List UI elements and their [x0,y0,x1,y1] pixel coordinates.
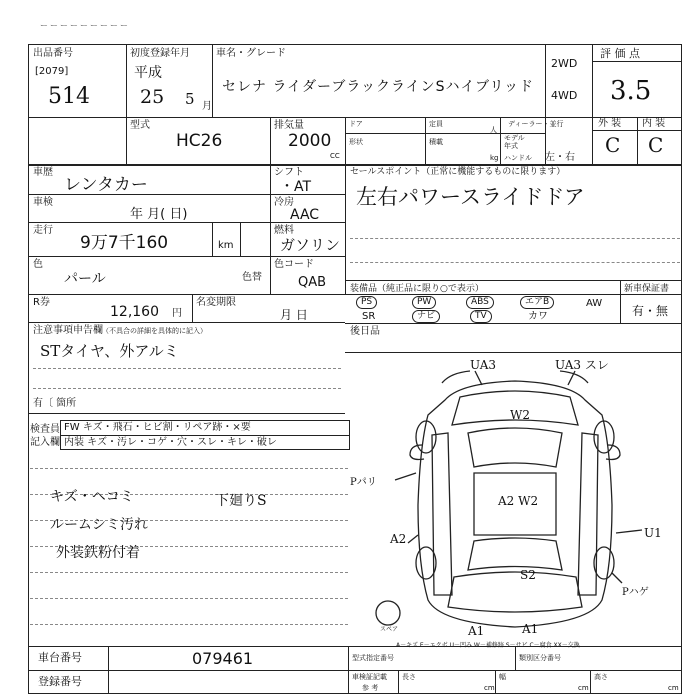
mileage-value: 9万7千160 [80,233,169,253]
color-change-label: 色替 [242,272,262,283]
load-label: 積載 [429,138,443,146]
notes-label: 注意事項申告欄 [33,325,103,336]
mark-a2: A2 [390,532,407,546]
inspector-row2: 内装 キズ・汚レ・コゲ・穴・スレ・キレ・破レ [64,437,277,448]
equipment-label: 装備品（純正品に限り○で表示） [350,284,484,294]
inspection-label: 車検 [33,197,53,208]
displacement-label: 排気量 [274,120,304,131]
legend-row-1: A－キズ E－エクボ U－凹み W－補修跡 S－サビ C－腐食 XX－交換 [396,642,580,649]
chassis-label: 車台番号 [38,651,82,664]
score-label: 評 価 点 [600,47,640,60]
equip-ps: PS [356,296,377,309]
shift-value: ・AT [280,179,312,195]
height-label: 高さ [594,673,608,681]
door-label: ドア [349,120,363,128]
recycle-unit: 円 [172,308,182,319]
mark-a2w2: A2 W2 [498,494,539,508]
first-reg-year: 25 [140,86,165,108]
fuel-label: 燃料 [274,225,294,236]
equip-abs: ABS [466,296,494,309]
equip-leather: カワ [528,311,548,322]
notes-sub: （不具合の詳細を具体的に記入） [102,327,207,335]
mark-a1-right: A1 [522,622,539,636]
lot-sub: [2079] [35,66,69,77]
equip-airbag: エアB [520,296,554,309]
first-reg-month: 5 [185,90,195,108]
recycle-value: 12,160 [110,304,159,320]
mark-spare: スペア [380,626,399,633]
type-label: 型式指定番号 [352,654,394,662]
note-line-2: ルームシミ汚れ [50,517,148,533]
interior-label: 内 装 [642,118,666,129]
chassis-value: 079461 [192,649,254,668]
equip-pw: PW [412,296,436,309]
color-code-label: 色コード [274,259,314,270]
notes-value: STタイヤ、外アルミ [40,342,179,360]
dealer-label: ディーラー・並行 [508,120,564,128]
rear-seat-label: 後日品 [350,326,380,337]
validity-label: 名変期限 [196,297,236,308]
shape-label: 形状 [349,138,363,146]
model-label: 型式 [130,120,150,131]
width-label: 幅 [499,673,506,681]
model-year-label: モデル年式 [504,134,525,150]
mileage-unit: km [218,240,234,251]
car-name-value: セレナ ライダーブラックラインSハイブリッド [222,79,534,95]
score-value: 3.5 [610,76,652,106]
top-stamp: ーーーーーーーーー [40,21,130,30]
handle-value: 左・右 [545,152,575,163]
exterior-grade: C [605,133,621,157]
inspection-text: 年 月( 日) [130,207,188,222]
ac-label: 冷房 [274,197,294,208]
capacity-label: 定員 [429,120,443,128]
repair-label: 有〔 箇所 [33,398,77,409]
type-label-2: 類別区分番号 [519,654,561,662]
fuel-value: ガソリン [280,236,341,254]
warranty-label: 新車保証書 [624,284,670,294]
inspector-row1: FW キズ・飛石・ヒビ割・リペア跡・×要 [64,422,251,433]
exterior-label: 外 装 [598,118,622,129]
mark-ua3-left: UA3 [470,358,497,372]
mark-pillar-right: Pハゲ [622,587,649,598]
first-reg-era: 平成 [134,65,162,81]
color-code: QAB [298,275,327,290]
recycle-label: R券 [33,297,50,308]
load-unit: kg [490,154,499,162]
note-right: 下廻りS [215,493,267,509]
displacement-value: 2000 [288,131,332,151]
equip-tv: TV [470,310,492,323]
mark-s2: S2 [520,568,536,582]
first-reg-month-unit: 月 [202,101,212,112]
sales-point-value: 左右パワースライドドア [356,185,585,209]
displacement-unit: CC [330,152,340,160]
note-line-3: 外装鉄粉付着 [56,545,140,561]
note-line-1: キズ・ヘコミ [50,489,134,505]
mark-u1: U1 [644,526,662,540]
mark-pillar-left: Pパリ [350,477,377,488]
inspector-label-1: 検査員 [30,424,60,435]
interior-grade: C [648,133,664,157]
capacity-unit: 人 [490,126,497,134]
length-label: 長さ [402,673,416,681]
shift-label: シフト [274,167,304,178]
equip-aw: AW [586,298,603,309]
first-reg-label: 初度登録年月 [130,48,190,59]
car-name-label: 車名・グレード [216,48,286,59]
handle-label: ハンドル [504,154,532,162]
validity-text: 月 日 [280,308,308,322]
color-value: パール [64,271,106,287]
model-value: HC26 [176,131,223,151]
mark-w2-top: W2 [510,408,530,422]
dims-label: 車検証記載 [352,673,387,681]
inspector-label-2: 記入欄 [30,437,60,448]
mark-ua3-right: UA3 スレ [555,358,609,372]
mileage-label: 走行 [33,225,53,236]
height-cm: cm [668,684,679,692]
history-label: 車歴 [33,167,53,178]
length-cm: cm [484,684,495,692]
drive-2wd: 2WD [551,57,578,70]
ref-label: 参 考 [362,684,379,692]
equip-sr: SR [362,311,376,322]
drive-4wd: 4WD [551,89,578,102]
lot-label: 出品番号 [33,48,73,59]
equip-navi: ナビ [412,310,440,323]
car-diagram [350,355,682,640]
sales-point-label: セールスポイント（正常に機能するものに限ります） [350,167,566,177]
mark-a1-left: A1 [468,624,485,638]
reg-label: 登録番号 [38,675,82,688]
ac-value: AAC [290,207,320,223]
warranty-value: 有・無 [632,304,669,318]
color-label: 色 [33,259,43,270]
width-cm: cm [578,684,589,692]
lot-number: 514 [48,84,90,109]
history-value: レンタカー [64,175,148,195]
